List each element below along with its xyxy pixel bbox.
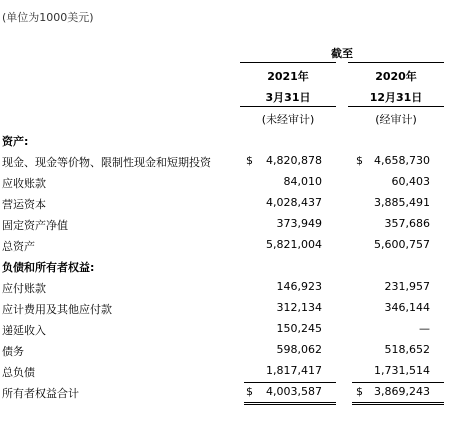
table-row: [0, 340, 450, 361]
value-2021-mar: 4,028,437: [266, 196, 322, 209]
header-rule-col1: [240, 62, 336, 63]
value-2021-mar: 146,923: [276, 280, 322, 293]
col1-date: 3月31日: [265, 91, 311, 104]
table-row: [0, 298, 450, 319]
value-2020-dec: 3,885,491: [374, 196, 430, 209]
col1-year: 2021年: [267, 70, 309, 83]
value-2020-dec: —: [419, 322, 430, 335]
currency-symbol: $: [356, 385, 363, 398]
table-row: [0, 361, 450, 382]
value-2020-dec: 231,957: [384, 280, 430, 293]
row-label: 递延收入: [2, 324, 46, 337]
total-rule: [352, 382, 444, 383]
row-label: 应计费用及其他应付款: [2, 303, 112, 316]
value-2021-mar: 312,134: [276, 301, 322, 314]
section-heading-row: [0, 256, 450, 277]
table-row: [0, 151, 450, 172]
col2-year: 2020年: [375, 70, 417, 83]
value-2020-dec: 357,686: [384, 217, 430, 230]
total-rule: [352, 402, 444, 405]
value-2021-mar: 5,821,004: [266, 238, 322, 251]
row-label: 应收账款: [2, 177, 46, 190]
table-row: [0, 382, 450, 403]
section-label: 负债和所有者权益:: [2, 261, 95, 274]
row-label: 总负债: [2, 366, 35, 379]
row-label: 应付账款: [2, 282, 46, 295]
currency-symbol: $: [356, 154, 363, 167]
section-label: 资产:: [2, 135, 29, 148]
table-row: [0, 319, 450, 340]
value-2021-mar: 4,003,587: [266, 385, 322, 398]
total-rule: [244, 402, 336, 405]
table-row: [0, 235, 450, 256]
date-rule-col1: [240, 106, 336, 107]
row-label: 现金、现金等价物、限制性现金和短期投资: [2, 156, 211, 169]
value-2020-dec: 5,600,757: [374, 238, 430, 251]
row-label: 债务: [2, 345, 24, 358]
row-label: 营运资本: [2, 198, 46, 211]
value-2020-dec: 346,144: [384, 301, 430, 314]
currency-symbol: $: [246, 154, 253, 167]
total-rule: [244, 382, 336, 383]
value-2020-dec: 3,869,243: [374, 385, 430, 398]
col2-audit-note: (经审计): [375, 113, 417, 126]
unit-note: (单位为1000美元): [2, 11, 94, 24]
currency-symbol: $: [246, 385, 253, 398]
row-label: 总资产: [2, 240, 35, 253]
value-2020-dec: 60,403: [391, 175, 430, 188]
col2-date: 12月31日: [369, 91, 423, 104]
value-2020-dec: 1,731,514: [374, 364, 430, 377]
row-label: 所有者权益合计: [2, 387, 79, 400]
col1-audit-note: (未经审计): [261, 113, 315, 126]
table-row: [0, 277, 450, 298]
section-heading-row: [0, 130, 450, 151]
value-2021-mar: 373,949: [276, 217, 322, 230]
value-2020-dec: 518,652: [384, 343, 430, 356]
table-row: [0, 172, 450, 193]
row-label: 固定资产净值: [2, 219, 68, 232]
date-rule-col2: [348, 106, 444, 107]
value-2020-dec: 4,658,730: [374, 154, 430, 167]
financial-table: [0, 130, 450, 403]
as-of-header: 截至: [331, 47, 353, 60]
table-row: [0, 214, 450, 235]
value-2021-mar: 4,820,878: [266, 154, 322, 167]
value-2021-mar: 150,245: [276, 322, 322, 335]
value-2021-mar: 84,010: [283, 175, 322, 188]
table-row: [0, 193, 450, 214]
header-rule-col2: [348, 62, 444, 63]
value-2021-mar: 598,062: [276, 343, 322, 356]
value-2021-mar: 1,817,417: [266, 364, 322, 377]
